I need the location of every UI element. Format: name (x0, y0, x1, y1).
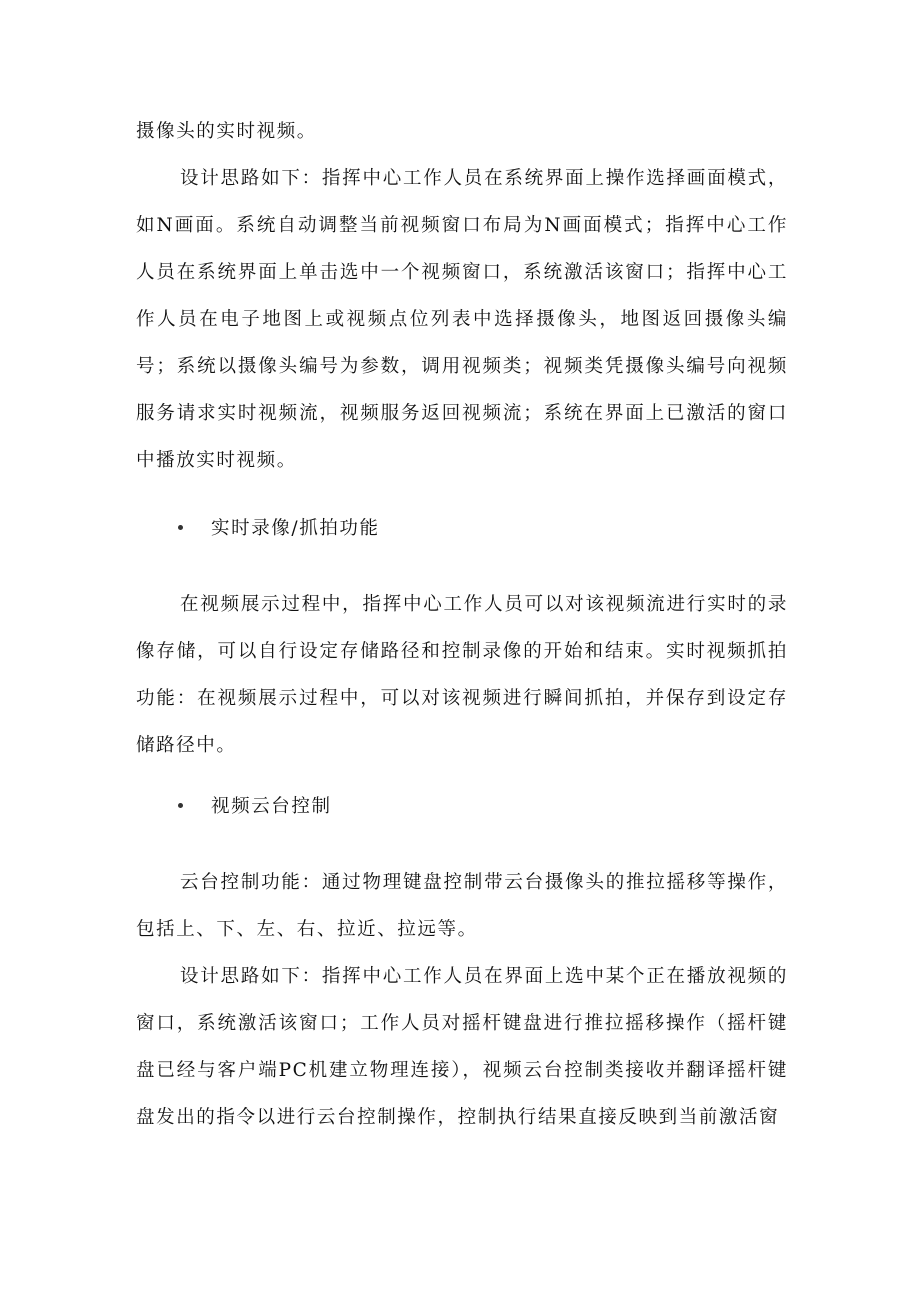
bullet-label: 实时录像/抓拍功能 (211, 518, 380, 539)
paragraph-recording-description: 在视频展示过程中，指挥中心工作人员可以对该视频流进行实时的录像存储，可以自行设定存储路径和控制录像的开始和结束。实时视频抓拍功能：在视频展示过程中，可以对该视频进行瞬间抓拍，并保存到设定存储路径中。 (136, 594, 788, 756)
bullet-dot-icon (178, 525, 183, 530)
bullet-dot-icon (178, 803, 183, 808)
paragraph-video-intro-end: 摄像头的实时视频。 (136, 121, 317, 142)
paragraph-design-approach-ptz: 设计思路如下：指挥中心工作人员在界面上选中某个正在播放视频的窗口，系统激活该窗口；工作人员对摇杆键盘进行推拉摇移操作（摇杆键盘已经与客户端PC机建立物理连接），视频云台控制类接收并翻译摇杆键盘发出的指令以进行云台控制操作，控制执行结果直接反映到当前激活窗 (136, 966, 788, 1128)
bullet-realtime-recording (178, 507, 380, 547)
paragraph-ptz-function: 云台控制功能：通过物理键盘控制带云台摄像头的推拉摇移等操作，包括上、下、左、右、拉近、拉远等。 (136, 872, 788, 940)
bullet-ptz-control (178, 785, 332, 825)
bullet-label: 视频云台控制 (211, 796, 332, 817)
paragraph-design-approach-video: 设计思路如下：指挥中心工作人员在系统界面上操作选择画面模式，如N画面。系统自动调整当前视频窗口布局为N画面模式；指挥中心工作人员在系统界面上单击选中一个视频窗口，系统激活该窗口；指挥中心工作人员在电子地图上或视频点位列表中选择摄像头，地图返回摄像头编号；系统以摄像头编号为参数，调用视频类；视频类凭摄像头编号向视频服务请求实时视频流，视频服务返回视频流；系统在界面上已激活的窗口中播放实时视频。 (136, 168, 788, 471)
